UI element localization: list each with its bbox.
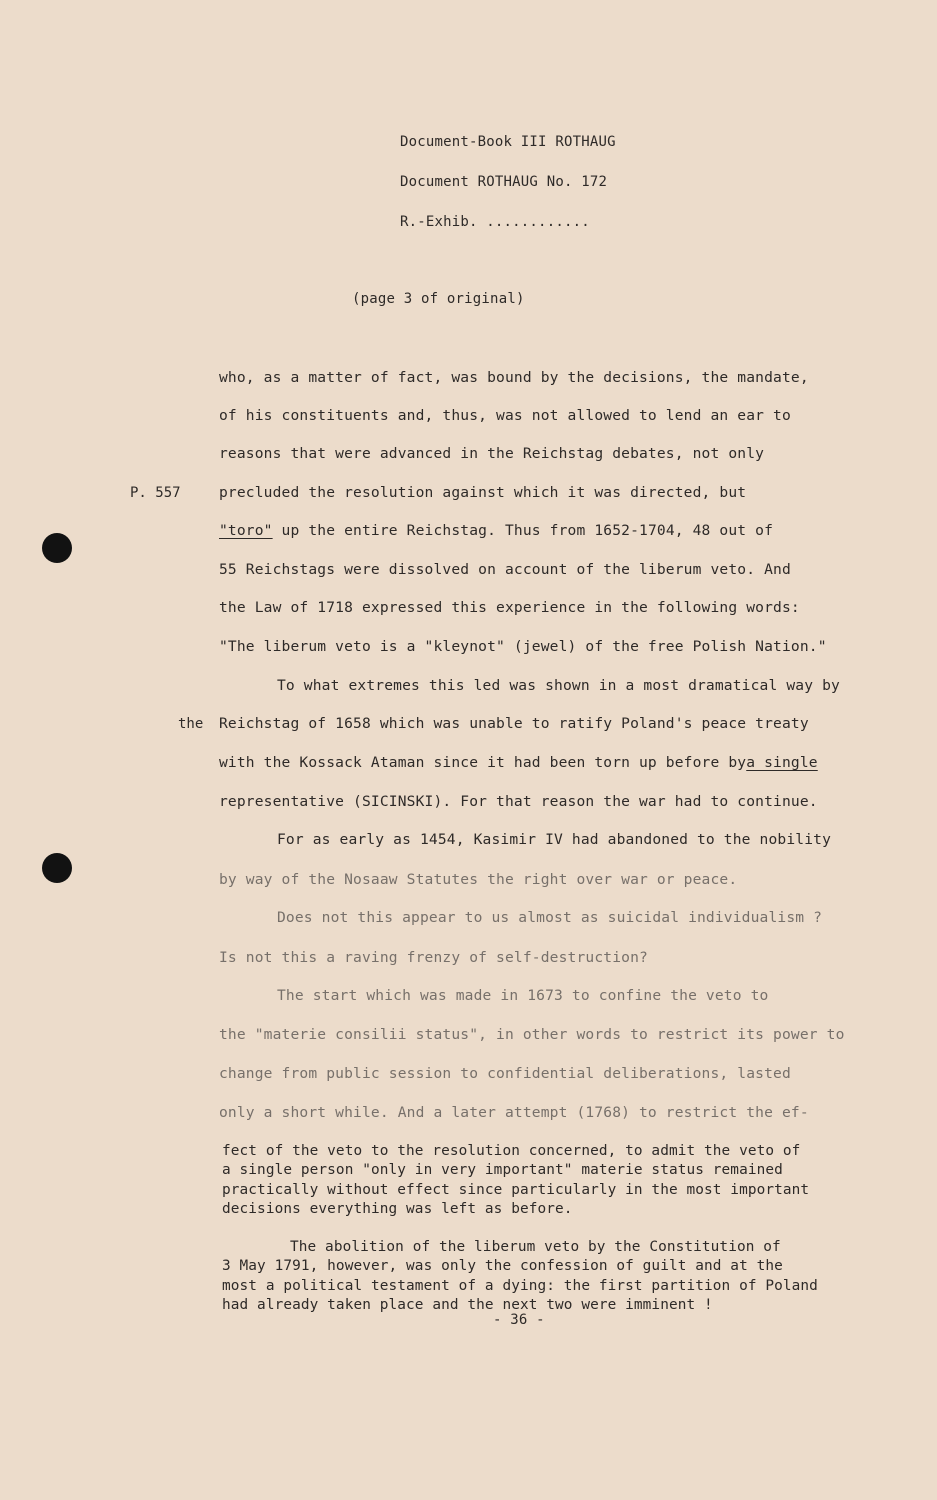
document-number: Document ROTHAUG No. 172 [400, 174, 608, 190]
text-line: the Law of 1718 expressed this experience in the following words: [219, 599, 800, 616]
underlined-phrase: a single [746, 754, 818, 771]
text-line: only a short while. And a later attempt (1768) to restrict the ef- [219, 1104, 809, 1121]
original-page-reference: (page 3 of original) [352, 291, 525, 307]
text-line: Does not this appear to us almost as suicidal individualism ? [277, 909, 823, 926]
text-line: reasons that were advanced in the Reichstag debates, not only [219, 445, 765, 462]
margin-word: the [178, 716, 204, 732]
text-line: by way of the Nosaaw Statutes the right over war or peace. [219, 871, 738, 888]
text-line: 3 May 1791, however, was only the confession of guilt and at the [222, 1258, 783, 1274]
margin-page-note: P. 557 [130, 485, 181, 501]
text-line: most a political testament of a dying: the first partition of Poland [222, 1278, 818, 1294]
text-line: 55 Reichstags were dissolved on account of the liberum veto. And [219, 561, 791, 578]
text-line: "The liberum veto is a "kleynot" (jewel) of the free Polish Nation." [219, 638, 827, 655]
page-number: - 36 - [493, 1312, 545, 1328]
exhibit-label: R.-Exhib. ............ [400, 214, 590, 230]
text-line: fect of the veto to the resolution concerned, to admit the veto of [222, 1143, 801, 1159]
text-line: Reichstag of 1658 which was unable to ratify Poland's peace treaty [219, 715, 809, 732]
text-line: change from public session to confidential deliberations, lasted [219, 1065, 791, 1082]
text-line: practically without effect since particularly in the most important [222, 1182, 810, 1198]
text-line: representative (SICINSKI). For that reason the war had to continue. [219, 793, 818, 810]
text-line: For as early as 1454, Kasimir IV had abandoned to the nobility [277, 831, 832, 848]
text-line: who, as a matter of fact, was bound by the decisions, the mandate, [219, 369, 809, 386]
text-line: "toro" up the entire Reichstag. Thus from 1652-1704, 48 out of [219, 522, 774, 539]
text-line: had already taken place and the next two were imminent ! [222, 1297, 713, 1313]
text-line: a single person "only in very important" materie status remained [222, 1162, 783, 1178]
document-book-title: Document-Book III ROTHAUG [400, 134, 616, 150]
text-line: To what extremes this led was shown in a most dramatical way by [277, 677, 840, 694]
text-line: The abolition of the liberum veto by the Constitution of [290, 1239, 781, 1255]
text-line: precluded the resolution against which it was directed, but [219, 484, 747, 501]
punch-hole-bottom [42, 853, 72, 883]
text-line: of his constituents and, thus, was not allowed to lend an ear to [219, 407, 791, 424]
text-line: the "materie consilii status", in other words to restrict its power to [219, 1026, 845, 1043]
punch-hole-top [42, 533, 72, 563]
text-line: decisions everything was left as before. [222, 1201, 573, 1217]
text-line: with the Kossack Ataman since it had been torn up before bya single [219, 754, 818, 771]
text-line: Is not this a raving frenzy of self-destruction? [219, 949, 648, 966]
text-line: The start which was made in 1673 to confine the veto to [277, 987, 769, 1004]
underlined-word: "toro" [219, 522, 273, 539]
